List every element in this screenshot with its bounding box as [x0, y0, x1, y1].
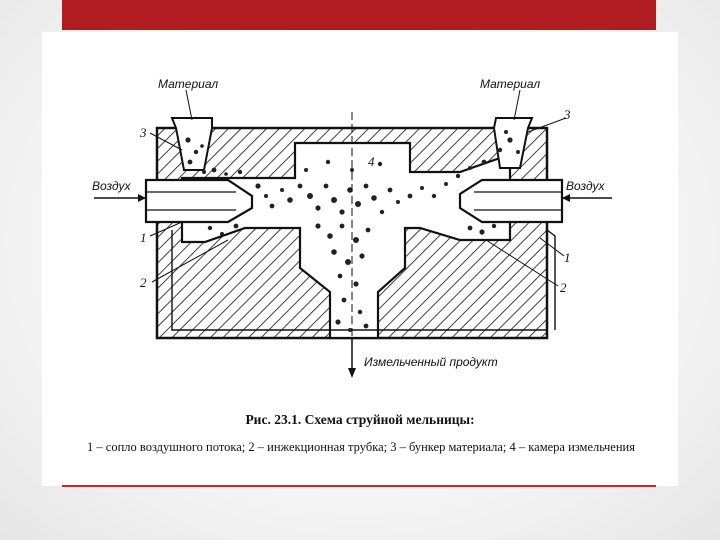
air-nozzle-left — [146, 180, 252, 222]
figure-caption-title: Рис. 23.1. Схема струйной мельницы: — [245, 412, 475, 427]
label-air-left: Воздух — [92, 179, 131, 193]
callout-2-right: 2 — [560, 280, 567, 295]
callout-3-left: 3 — [140, 125, 147, 140]
air-arrow-left — [94, 194, 146, 202]
callout-4: 4 — [368, 154, 375, 169]
label-air-right: Воздух — [566, 179, 605, 193]
label-material-right: Материал — [480, 77, 541, 91]
label-material-left: Материал — [158, 77, 219, 91]
callout-1-right: 1 — [564, 250, 571, 265]
callout-1-left: 1 — [140, 230, 147, 245]
figure-caption-legend: 1 – сопло воздушного потока; 2 – инжекционная трубка; 3 – бункер материала; 4 – камера измельчения — [87, 440, 635, 454]
air-arrow-right — [562, 194, 612, 202]
label-product: Измельченный продукт — [364, 355, 498, 369]
product-arrow — [348, 338, 356, 378]
callout-2-left: 2 — [140, 275, 147, 290]
air-nozzle-right — [460, 180, 562, 222]
callout-3-right: 3 — [564, 107, 571, 122]
